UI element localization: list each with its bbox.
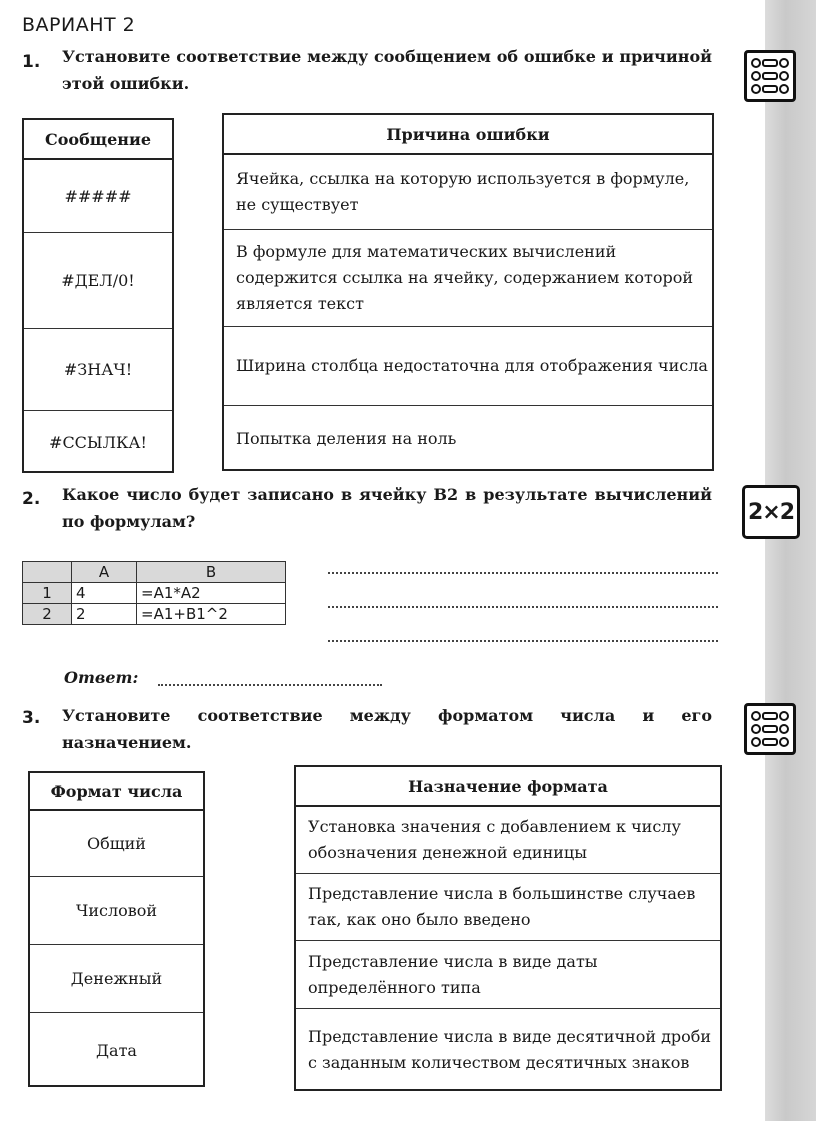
error-cause-item: В формуле для математических вычислений содержится ссылка на ячейку, содержанием которой является текст bbox=[224, 230, 712, 327]
sheet-cell: =A1+B1^2 bbox=[137, 604, 286, 625]
work-line[interactable] bbox=[328, 572, 718, 574]
error-message-item: ##### bbox=[24, 160, 172, 233]
error-cause-item: Попытка деления на ноль bbox=[236, 428, 457, 448]
format-purpose-item: Представление числа в виде даты определённого типа bbox=[296, 941, 720, 1009]
task2-number: 2. bbox=[22, 489, 41, 509]
answer-field[interactable] bbox=[158, 684, 382, 686]
matching-icon bbox=[744, 50, 796, 102]
spreadsheet-table bbox=[22, 561, 286, 625]
calculation-icon: 2×2 bbox=[742, 485, 800, 539]
error-message-item: #ССЫЛКА! bbox=[49, 432, 147, 452]
task1-text: Установите соответствие между сообщением об ошибке и причиной этой ошибки. bbox=[62, 47, 712, 93]
task3-text: Установите соответствие между форматом числа и его назначением. bbox=[62, 706, 712, 752]
error-message-item: #ДЕЛ/0! bbox=[24, 233, 172, 329]
number-format-item: Числовой bbox=[30, 877, 203, 945]
number-format-table bbox=[28, 771, 205, 1087]
sheet-column-header: B bbox=[137, 562, 286, 583]
sheet-cell: 4 bbox=[72, 583, 137, 604]
error-cause-item: Ширина столбца недостаточна для отображения числа bbox=[224, 327, 712, 406]
task3-number: 3. bbox=[22, 708, 41, 728]
work-line[interactable] bbox=[328, 606, 718, 608]
sheet-cell: 2 bbox=[72, 604, 137, 625]
format-purpose-item: Представление числа в виде десятичной дроби с заданным количеством десятичных знаков bbox=[308, 1027, 712, 1072]
task2-text: Какое число будет записано в ячейку B2 в результате вычислений по формулам? bbox=[62, 485, 712, 531]
error-cause-table bbox=[222, 113, 714, 471]
number-format-header: Формат числа bbox=[30, 773, 203, 811]
answer-label: Ответ: bbox=[64, 668, 139, 687]
format-purpose-item: Установка значения с добавлением к числу обозначения денежной единицы bbox=[296, 807, 720, 874]
number-format-item: Общий bbox=[30, 811, 203, 877]
matching-icon bbox=[744, 703, 796, 755]
error-message-header: Сообщение bbox=[24, 120, 172, 160]
format-purpose-table bbox=[294, 765, 722, 1091]
variant-title: ВАРИАНТ 2 bbox=[22, 14, 136, 36]
error-message-item: #ЗНАЧ! bbox=[24, 329, 172, 411]
work-line[interactable] bbox=[328, 640, 718, 642]
sheet-row-header: 1 bbox=[23, 583, 72, 604]
number-format-item: Дата bbox=[96, 1040, 137, 1060]
error-message-table bbox=[22, 118, 174, 473]
sheet-cell: =A1*A2 bbox=[137, 583, 286, 604]
task1-number: 1. bbox=[22, 52, 41, 72]
error-cause-item: Ячейка, ссылка на которую используется в формуле, не существует bbox=[224, 155, 712, 230]
format-purpose-item: Представление числа в большинстве случаев так, как оно было введено bbox=[296, 874, 720, 941]
sheet-corner-cell bbox=[23, 562, 72, 583]
number-format-item: Денежный bbox=[30, 945, 203, 1013]
page-edge-shadow bbox=[765, 0, 816, 1121]
sheet-row-header: 2 bbox=[23, 604, 72, 625]
format-purpose-header: Назначение формата bbox=[296, 767, 720, 807]
error-cause-header: Причина ошибки bbox=[224, 115, 712, 155]
sheet-column-header: A bbox=[72, 562, 137, 583]
